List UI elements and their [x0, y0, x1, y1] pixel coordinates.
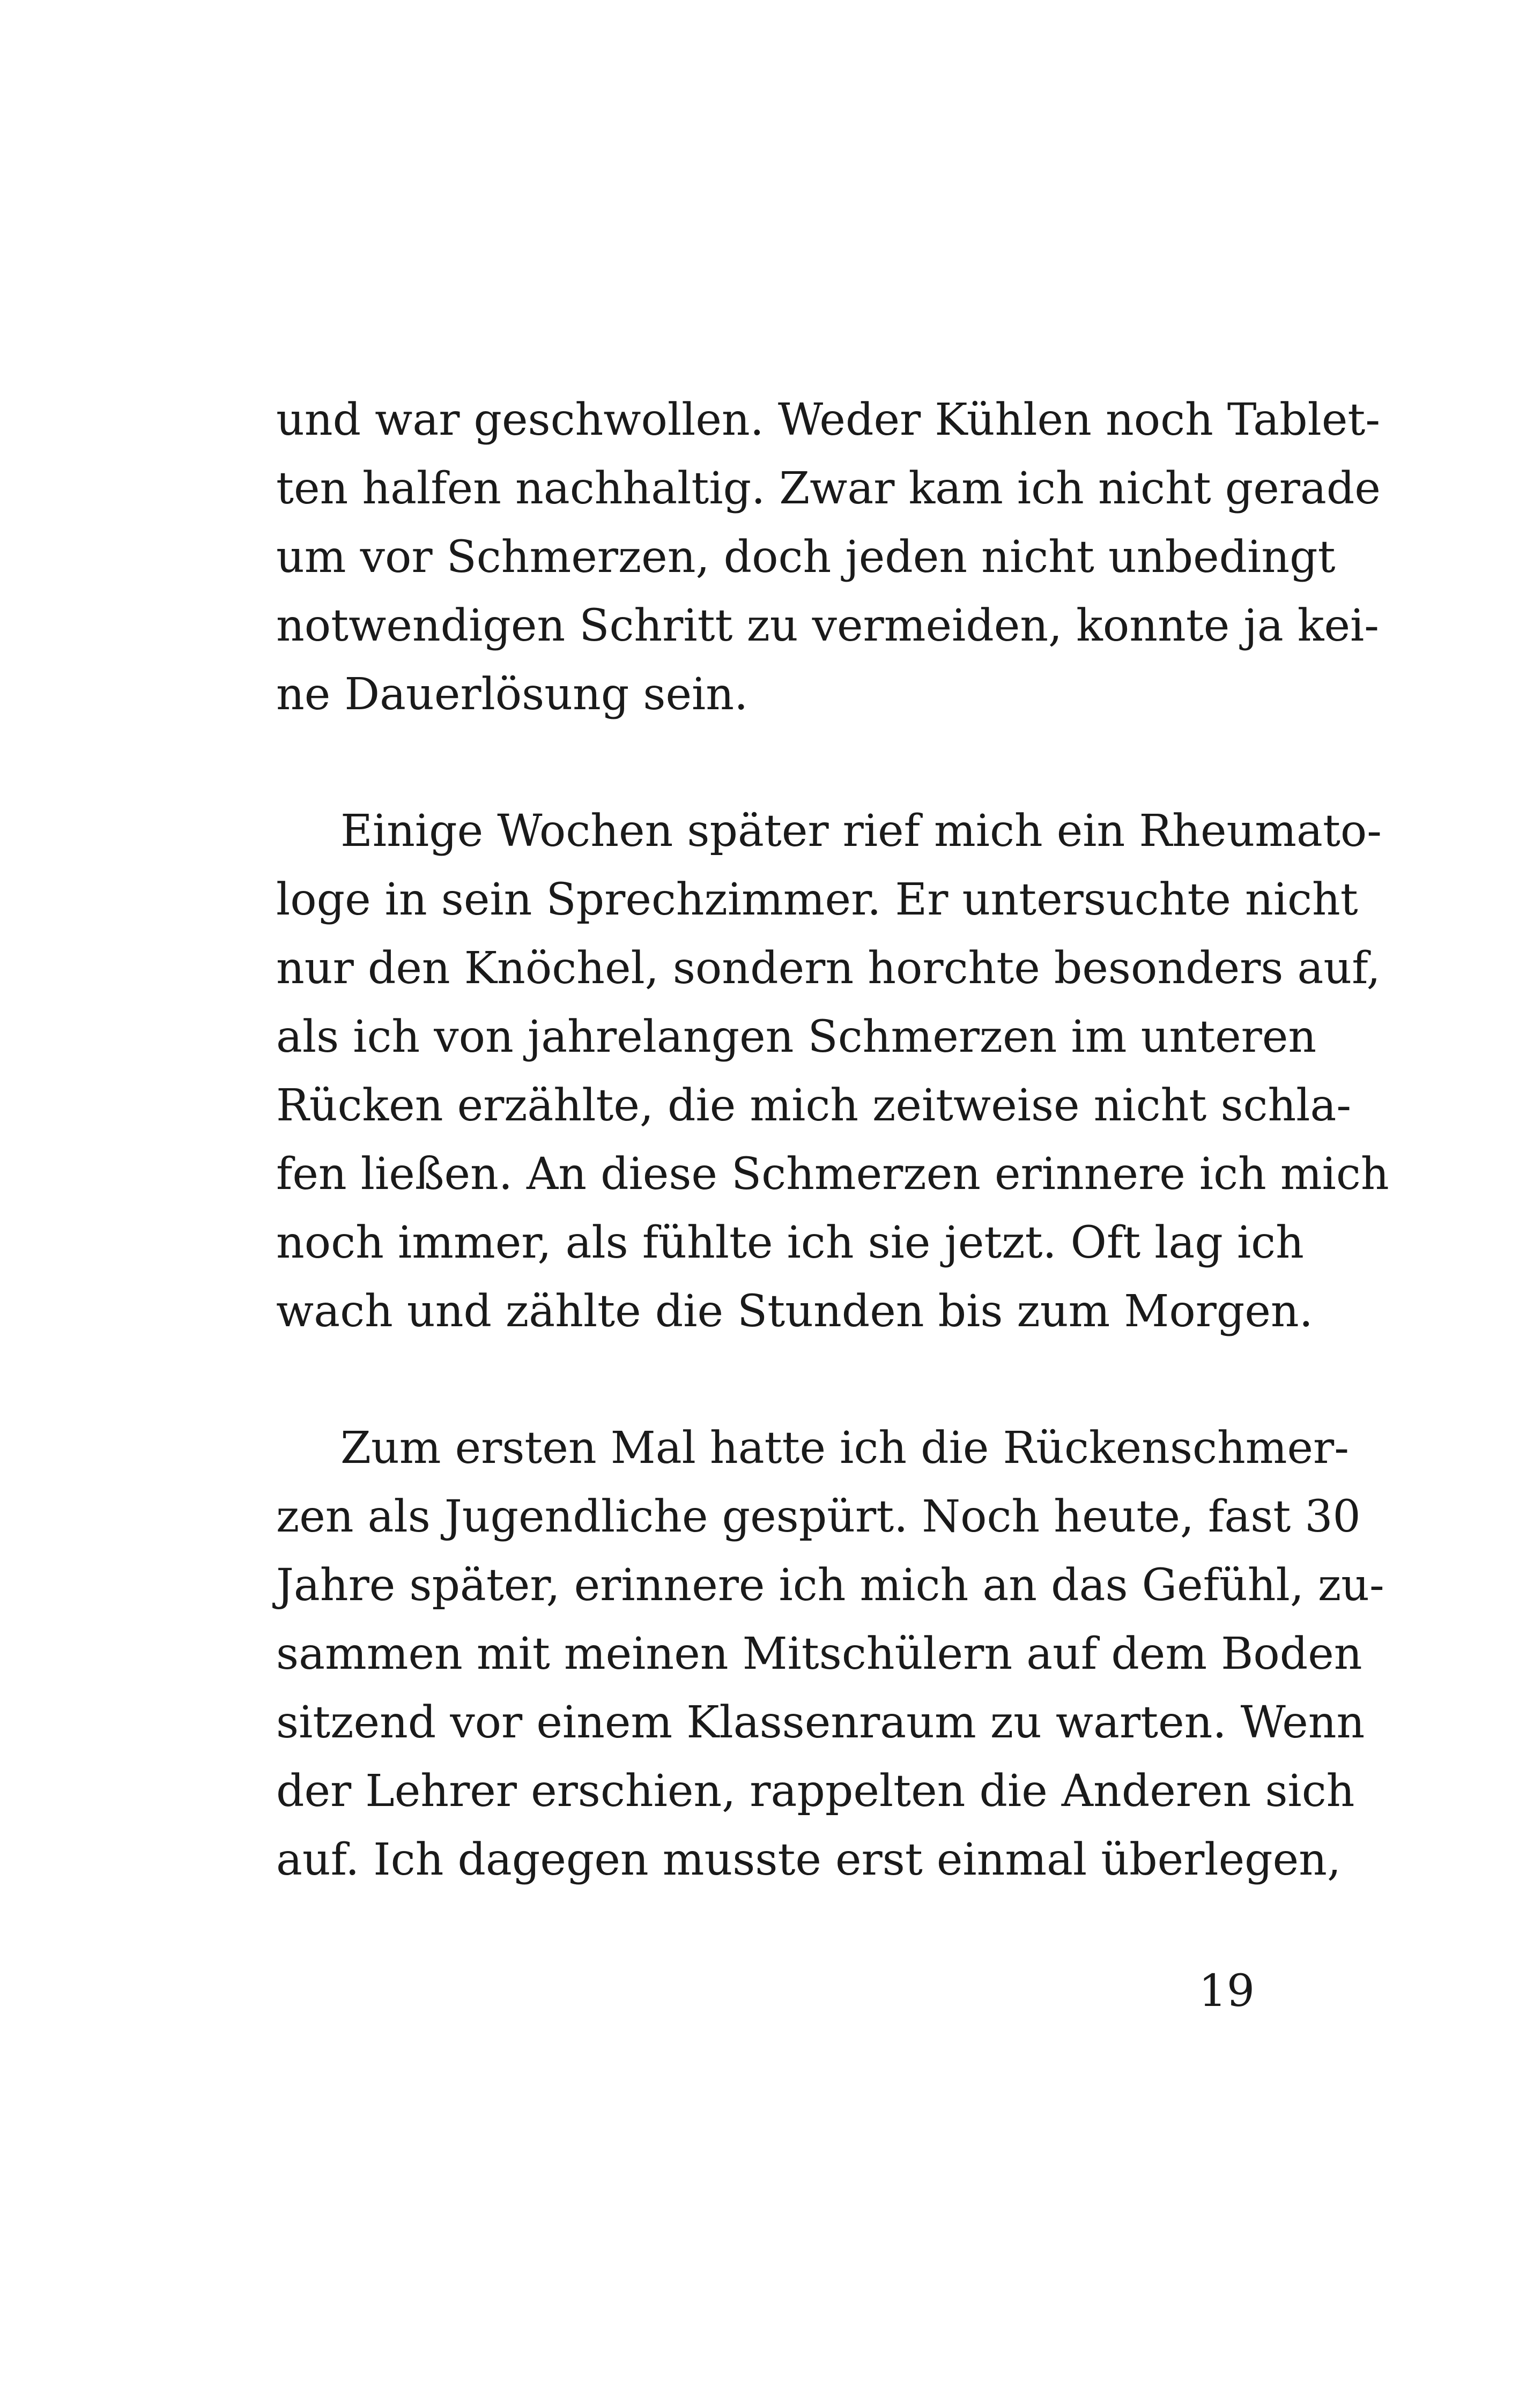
text-line: noch immer, als fühlte ich sie jetzt. Oft lag ich [276, 1217, 1304, 1268]
paragraph-spacer [276, 729, 1254, 797]
text-line: sammen mit meinen Mitschülern auf dem Boden [276, 1629, 1362, 1679]
paragraph-2 [276, 797, 1389, 1346]
text-line: Zum ersten Mal hatte ich die Rückenschmer- [340, 1423, 1349, 1474]
text-line: zen als Jugendliche gespürt. Noch heute, fast 30 [276, 1491, 1361, 1542]
text-line: ne Dauerlösung sein. [276, 669, 749, 720]
text-line: und war geschwollen. Weder Kühlen noch Tablet- [276, 395, 1381, 445]
text-line: Rücken erzählte, die mich zeitweise nicht schla- [276, 1080, 1352, 1131]
text-line: nur den Knöchel, sondern horchte besonders auf, [276, 943, 1381, 994]
text-line: loge in sein Sprechzimmer. Er untersuchte nicht [276, 874, 1358, 925]
text-line: der Lehrer erschien, rappelten die Anderen sich [276, 1766, 1355, 1817]
paragraph-spacer [276, 1346, 1254, 1414]
text-line: wach und zählte die Stunden bis zum Morgen. [276, 1286, 1313, 1337]
paragraph-3 [276, 1414, 1384, 1894]
text-line: um vor Schmerzen, doch jeden nicht unbedingt [276, 532, 1336, 583]
text-line: fen ließen. An diese Schmerzen erinnere ich mich [276, 1149, 1389, 1200]
page-number: 19 [1198, 1966, 1255, 2017]
body-text [276, 386, 1389, 1894]
paragraph-1 [276, 386, 1381, 729]
text-line: notwendigen Schritt zu vermeiden, konnte ja kei- [276, 600, 1379, 651]
text-line: auf. Ich dagegen musste erst einmal überlegen, [276, 1834, 1342, 1885]
text-line: Einige Wochen später rief mich ein Rheumato- [340, 806, 1382, 857]
text-line: Jahre später, erinnere ich mich an das Gefühl, zu- [276, 1560, 1384, 1611]
text-line: sitzend vor einem Klassenraum zu warten. Wenn [276, 1697, 1365, 1748]
text-line: als ich von jahrelangen Schmerzen im unteren [276, 1012, 1317, 1062]
text-line: ten halfen nachhaltig. Zwar kam ich nicht gerade [276, 463, 1381, 514]
